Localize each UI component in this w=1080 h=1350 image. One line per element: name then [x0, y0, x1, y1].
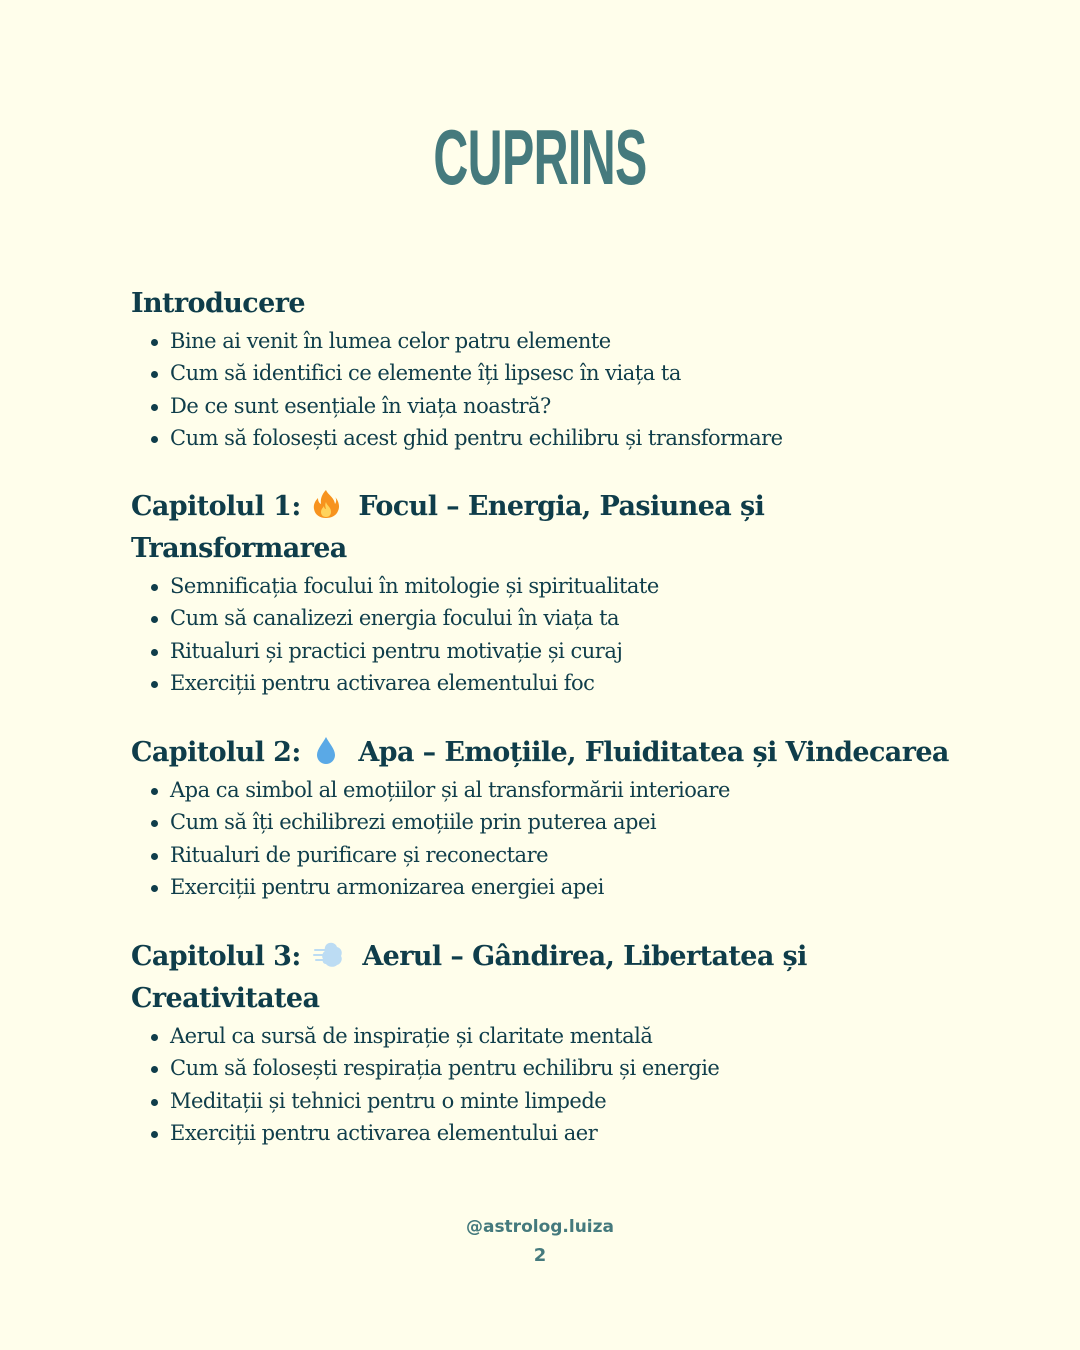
- fire-icon: [312, 489, 340, 519]
- list-item-text: Aerul ca sursă de inspirație și claritate mentală: [170, 1024, 653, 1048]
- bullet-icon: [151, 681, 158, 688]
- bullet-icon: [151, 649, 158, 656]
- list-item: [131, 325, 991, 357]
- bullet-icon: [151, 1034, 158, 1041]
- list-item-text: Bine ai venit în lumea celor patru elemente: [170, 329, 611, 353]
- list-item: [131, 1020, 991, 1052]
- bullet-icon: [151, 436, 158, 443]
- chapter-prefix: Capitolul 1:: [131, 491, 301, 522]
- chapter-title-continued: Creativitatea: [131, 983, 320, 1014]
- list-item: [131, 871, 991, 903]
- bullet-icon: [151, 404, 158, 411]
- section-heading: [131, 732, 991, 774]
- list-item: [131, 774, 991, 806]
- list-item-text: Cum să îți echilibrezi emoțiile prin puterea apei: [170, 810, 657, 835]
- bullet-icon: [151, 788, 158, 795]
- bullet-icon: [151, 339, 158, 346]
- section-items: [131, 325, 991, 454]
- chapter-prefix: Capitolul 2:: [131, 737, 301, 768]
- list-item: [131, 570, 991, 602]
- page-title: CUPRINS: [433, 113, 647, 201]
- section-items: [131, 1020, 991, 1149]
- list-item: [131, 422, 991, 454]
- bullet-icon: [151, 1099, 158, 1106]
- bullet-icon: [151, 616, 158, 623]
- list-item: [131, 390, 991, 422]
- list-item-text: Ritualuri și practici pentru motivație și curaj: [170, 638, 623, 663]
- list-item: [131, 839, 991, 871]
- chapter-title: Focul – Energia, Pasiunea și: [358, 491, 765, 522]
- bullet-icon: [151, 584, 158, 591]
- list-item: [131, 1052, 991, 1084]
- section-items: [131, 570, 991, 699]
- section-capitolul-2: [131, 732, 991, 903]
- bullet-icon: [151, 371, 158, 378]
- section-capitolul-1: [131, 486, 991, 699]
- list-item: [131, 667, 991, 699]
- list-item-text: Exerciții pentru activarea elementului foc: [170, 670, 595, 695]
- chapter-prefix: Capitolul 3:: [131, 941, 301, 972]
- list-item-text: Cum să identifici ce elemente îți lipsesc în viața ta: [170, 361, 681, 386]
- section-introducere: [131, 283, 991, 454]
- list-item-text: Semnificația focului în mitologie și spiritualitate: [170, 574, 659, 598]
- list-item-text: Cum să canalizezi energia focului în viața ta: [170, 606, 620, 631]
- chapter-title: Aerul – Gândirea, Libertatea și: [362, 941, 807, 972]
- section-heading: [131, 936, 991, 1020]
- water-drop-icon: [312, 735, 340, 765]
- list-item: [131, 1085, 991, 1117]
- page-number: 2: [533, 1245, 547, 1266]
- list-item: [131, 635, 991, 667]
- chapter-title: Apa – Emoțiile, Fluiditatea și Vindecarea: [358, 737, 949, 768]
- bullet-icon: [151, 853, 158, 860]
- list-item-text: Cum să folosești respirația pentru echilibru și energie: [170, 1056, 720, 1081]
- section-heading: [131, 486, 991, 570]
- author-handle: @astrolog.luiza: [465, 1217, 615, 1237]
- list-item: [131, 1117, 991, 1149]
- list-item-text: De ce sunt esențiale în viața noastră?: [170, 393, 551, 418]
- list-item-text: Meditații și tehnici pentru o minte limpede: [170, 1088, 607, 1113]
- list-item: [131, 357, 991, 389]
- section-heading: Introducere: [131, 288, 305, 319]
- bullet-icon: [151, 820, 158, 827]
- list-item-text: Cum să folosești acest ghid pentru echilibru și transformare: [170, 425, 783, 450]
- list-item-text: Apa ca simbol al emoțiilor și al transformării interioare: [170, 778, 730, 802]
- section-capitolul-3: [131, 936, 991, 1149]
- list-item: [131, 602, 991, 634]
- list-item-text: Exerciții pentru activarea elementului aer: [170, 1120, 598, 1145]
- wind-icon: [312, 939, 344, 969]
- section-items: [131, 774, 991, 903]
- chapter-title-continued: Transformarea: [131, 533, 347, 564]
- bullet-icon: [151, 1131, 158, 1138]
- bullet-icon: [151, 1066, 158, 1073]
- list-item-text: Exerciții pentru armonizarea energiei apei: [170, 874, 604, 899]
- list-item: [131, 806, 991, 838]
- list-item-text: Ritualuri de purificare și reconectare: [170, 842, 549, 867]
- bullet-icon: [151, 885, 158, 892]
